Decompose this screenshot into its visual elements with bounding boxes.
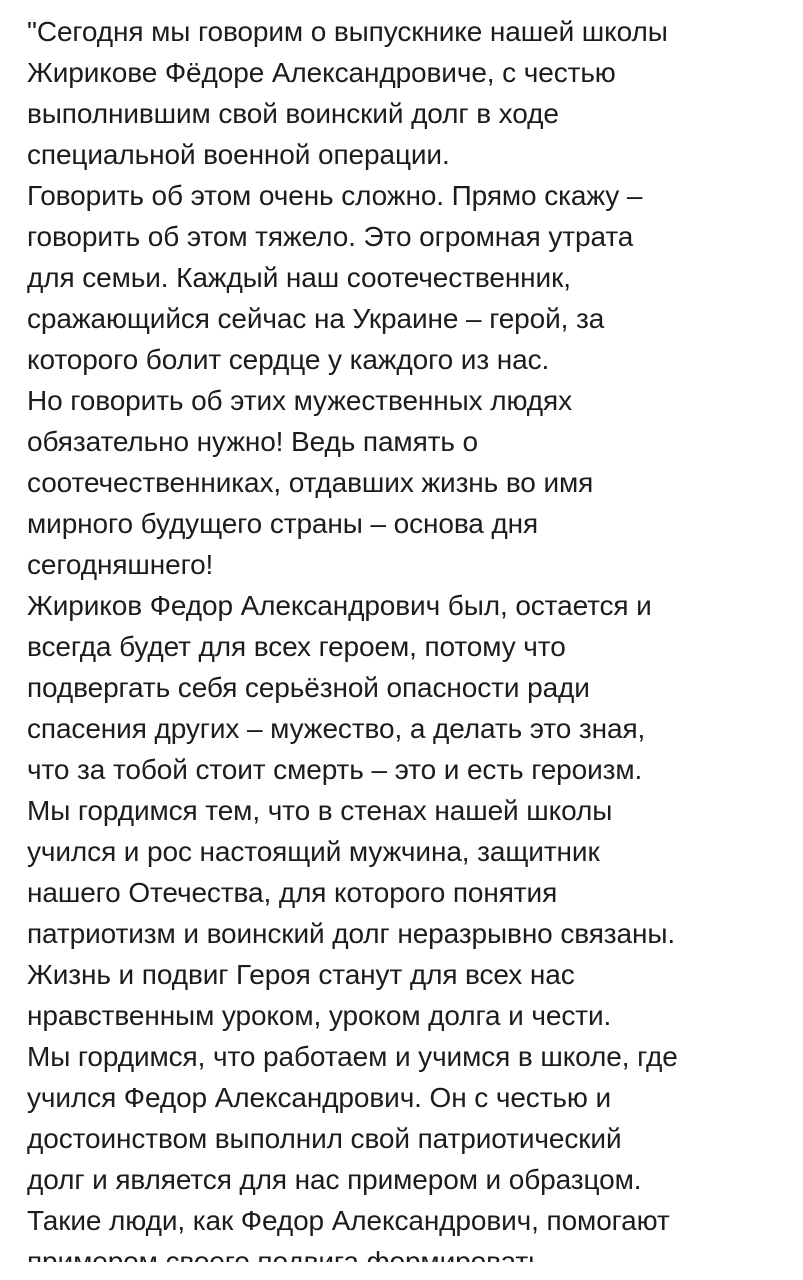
text-line: сражающийся сейчас на Украине – герой, за <box>27 303 605 334</box>
text-line: Мы гордимся тем, что в стенах нашей школы <box>27 795 613 826</box>
text-line: достоинством выполнил свой патриотический <box>27 1123 622 1154</box>
document-body-text <box>27 11 797 1280</box>
text-line: Говорить об этом очень сложно. Прямо скажу – <box>27 180 643 211</box>
text-line: нравственным уроком, уроком долга и чести. <box>27 1000 612 1031</box>
text-line: всегда будет для всех героем, потому что <box>27 631 566 662</box>
text-line: Такие люди, как Федор Александрович, помогают <box>27 1205 670 1236</box>
text-line: Мы гордимся, что работаем и учимся в школе, где <box>27 1041 678 1072</box>
text-line: мирного будущего страны – основа дня <box>27 508 539 539</box>
text-line: выполнившим свой воинский долг в ходе <box>27 98 559 129</box>
text-line: подвергать себя серьёзной опасности ради <box>27 672 590 703</box>
text-line: спасения других – мужество, а делать это зная, <box>27 713 646 744</box>
text-line: которого болит сердце у каждого из нас. <box>27 344 550 375</box>
text-line: "Сегодня мы говорим о выпускнике нашей школы <box>27 16 668 47</box>
text-line: Но говорить об этих мужественных людях <box>27 385 572 416</box>
text-line: специальной военной операции. <box>27 139 450 170</box>
text-line: сегодняшнего! <box>27 549 214 580</box>
text-line: обязательно нужно! Ведь память о <box>27 426 478 457</box>
text-line: соотечественниках, отдавших жизнь во имя <box>27 467 594 498</box>
text-line: учился Федор Александрович. Он с честью и <box>27 1082 612 1113</box>
text-line: Жириков Федор Александрович был, остается и <box>27 590 652 621</box>
text-line: говорить об этом тяжело. Это огромная утрата <box>27 221 634 252</box>
text-line: патриотизм и воинский долг неразрывно связаны. <box>27 918 676 949</box>
bottom-crop-mask <box>0 1262 803 1280</box>
text-line: Жизнь и подвиг Героя станут для всех нас <box>27 959 575 990</box>
text-line: Жирикове Фёдоре Александровиче, с честью <box>27 57 616 88</box>
text-line: долг и является для нас примером и образцом. <box>27 1164 642 1195</box>
text-line: для семьи. Каждый наш соотечественник, <box>27 262 571 293</box>
text-line: что за тобой стоит смерть – это и есть героизм. <box>27 754 643 785</box>
text-line: учился и рос настоящий мужчина, защитник <box>27 836 600 867</box>
text-line: нашего Отечества, для которого понятия <box>27 877 558 908</box>
